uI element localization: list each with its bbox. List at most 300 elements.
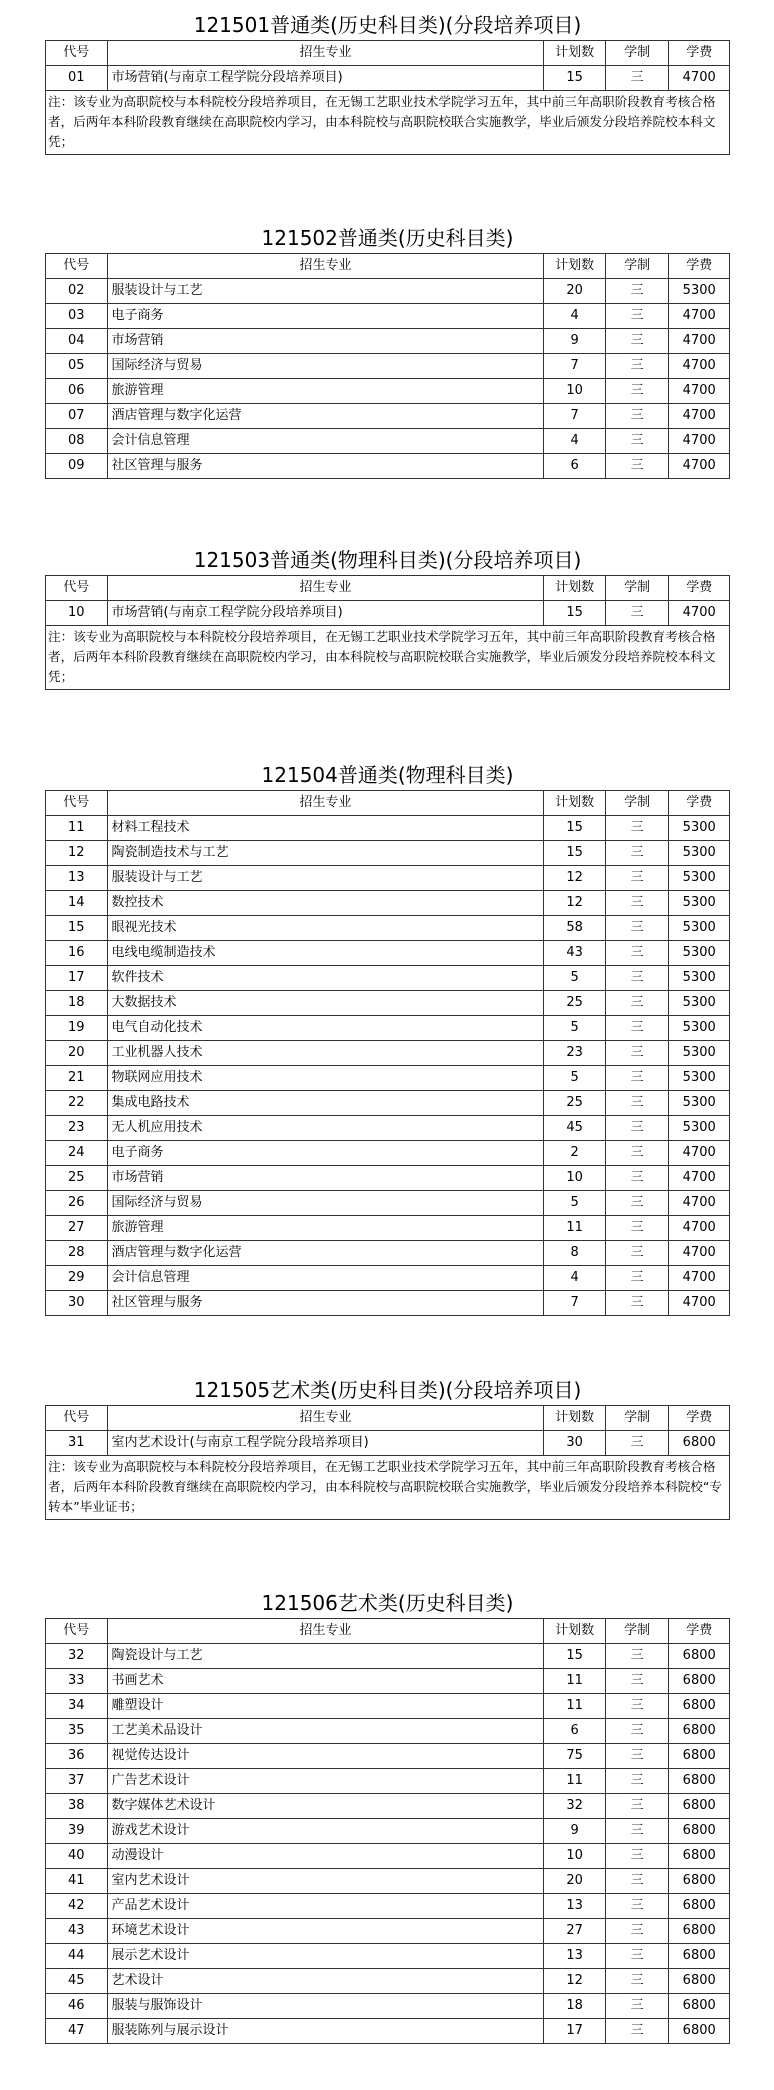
cell-fee: 5300 <box>669 1066 730 1091</box>
cell-plan: 6 <box>544 454 606 479</box>
cell-code: 22 <box>46 1091 108 1116</box>
cell-code: 45 <box>46 1969 108 1994</box>
cell-fee: 6800 <box>669 1894 730 1919</box>
table-header-row <box>46 791 730 816</box>
cell-fee: 4700 <box>669 304 730 329</box>
table-row <box>46 1944 730 1969</box>
cell-plan: 7 <box>544 404 606 429</box>
cell-plan: 12 <box>544 866 606 891</box>
cell-fee: 5300 <box>669 941 730 966</box>
cell-fee: 6800 <box>669 2019 730 2044</box>
cell-fee: 4700 <box>669 329 730 354</box>
cell-major: 电气自动化技术 <box>107 1016 544 1041</box>
header-code: 代号 <box>46 1619 108 1644</box>
cell-major: 艺术设计 <box>107 1969 544 1994</box>
cell-major: 雕塑设计 <box>107 1694 544 1719</box>
table-row <box>46 1431 730 1456</box>
table-row <box>46 1266 730 1291</box>
table-row <box>46 1869 730 1894</box>
table-row <box>46 1844 730 1869</box>
cell-plan: 4 <box>544 1266 606 1291</box>
cell-code: 20 <box>46 1041 108 1066</box>
cell-plan: 5 <box>544 1066 606 1091</box>
cell-system: 三 <box>605 1216 669 1241</box>
table-row <box>46 1291 730 1316</box>
cell-plan: 6 <box>544 1719 606 1744</box>
cell-code: 36 <box>46 1744 108 1769</box>
cell-plan: 15 <box>544 816 606 841</box>
cell-plan: 43 <box>544 941 606 966</box>
cell-fee: 4700 <box>669 1191 730 1216</box>
cell-code: 34 <box>46 1694 108 1719</box>
cell-code: 18 <box>46 991 108 1016</box>
cell-code: 33 <box>46 1669 108 1694</box>
cell-plan: 13 <box>544 1944 606 1969</box>
cell-plan: 25 <box>544 991 606 1016</box>
table-row <box>46 1694 730 1719</box>
cell-system: 三 <box>605 1066 669 1091</box>
cell-code: 07 <box>46 404 108 429</box>
cell-plan: 25 <box>544 1091 606 1116</box>
table-row <box>46 1744 730 1769</box>
table-row <box>46 1241 730 1266</box>
cell-plan: 5 <box>544 1016 606 1041</box>
section-121504 <box>45 760 730 1316</box>
section-title: 121502普通类(历史科目类) <box>261 226 514 250</box>
table-row <box>46 1216 730 1241</box>
cell-fee: 6800 <box>669 1844 730 1869</box>
note-row <box>46 91 730 155</box>
cell-plan: 9 <box>544 1819 606 1844</box>
cell-system: 三 <box>605 379 669 404</box>
section-title: 121505艺术类(历史科目类)(分段培养项目) <box>193 1378 582 1402</box>
header-code: 代号 <box>46 41 108 66</box>
cell-major: 工业机器人技术 <box>107 1041 544 1066</box>
table-row <box>46 66 730 91</box>
cell-system: 三 <box>605 1719 669 1744</box>
cell-fee: 6800 <box>669 1719 730 1744</box>
cell-major: 市场营销 <box>107 329 544 354</box>
cell-major: 旅游管理 <box>107 379 544 404</box>
cell-major: 服装设计与工艺 <box>107 279 544 304</box>
table-row <box>46 601 730 626</box>
cell-plan: 15 <box>544 1644 606 1669</box>
cell-major: 眼视光技术 <box>107 916 544 941</box>
table-row <box>46 941 730 966</box>
cell-code: 47 <box>46 2019 108 2044</box>
cell-plan: 45 <box>544 1116 606 1141</box>
cell-plan: 17 <box>544 2019 606 2044</box>
cell-system: 三 <box>605 1431 669 1456</box>
table-row <box>46 2019 730 2044</box>
cell-system: 三 <box>605 816 669 841</box>
table-row <box>46 1041 730 1066</box>
cell-system: 三 <box>605 916 669 941</box>
cell-system: 三 <box>605 454 669 479</box>
cell-major: 数字媒体艺术设计 <box>107 1794 544 1819</box>
cell-major: 社区管理与服务 <box>107 1291 544 1316</box>
cell-system: 三 <box>605 1744 669 1769</box>
table-row <box>46 841 730 866</box>
cell-major: 大数据技术 <box>107 991 544 1016</box>
cell-fee: 4700 <box>669 66 730 91</box>
table-row <box>46 1919 730 1944</box>
table-header-row <box>46 1619 730 1644</box>
cell-code: 02 <box>46 279 108 304</box>
cell-plan: 11 <box>544 1694 606 1719</box>
cell-fee: 4700 <box>669 404 730 429</box>
cell-major: 国际经济与贸易 <box>107 1191 544 1216</box>
cell-fee: 5300 <box>669 1091 730 1116</box>
table-header-row <box>46 254 730 279</box>
cell-fee: 4700 <box>669 454 730 479</box>
header-code: 代号 <box>46 1406 108 1431</box>
cell-major: 展示艺术设计 <box>107 1944 544 1969</box>
cell-major: 陶瓷设计与工艺 <box>107 1644 544 1669</box>
header-plan: 计划数 <box>544 1619 606 1644</box>
admission-table <box>45 40 730 155</box>
cell-fee: 4700 <box>669 1241 730 1266</box>
admission-table <box>45 253 730 479</box>
cell-system: 三 <box>605 1241 669 1266</box>
cell-plan: 18 <box>544 1994 606 2019</box>
cell-fee: 6800 <box>669 1431 730 1456</box>
table-row <box>46 1066 730 1091</box>
admission-table <box>45 575 730 690</box>
cell-fee: 5300 <box>669 1116 730 1141</box>
cell-major: 电子商务 <box>107 304 544 329</box>
header-system: 学制 <box>605 576 669 601</box>
cell-system: 三 <box>605 891 669 916</box>
cell-system: 三 <box>605 991 669 1016</box>
cell-major: 数控技术 <box>107 891 544 916</box>
table-row <box>46 304 730 329</box>
cell-plan: 32 <box>544 1794 606 1819</box>
cell-system: 三 <box>605 1769 669 1794</box>
cell-system: 三 <box>605 404 669 429</box>
cell-fee: 4700 <box>669 429 730 454</box>
table-header-row <box>46 576 730 601</box>
cell-fee: 6800 <box>669 1769 730 1794</box>
cell-system: 三 <box>605 1166 669 1191</box>
cell-fee: 4700 <box>669 601 730 626</box>
cell-plan: 15 <box>544 66 606 91</box>
header-plan: 计划数 <box>544 576 606 601</box>
section-121505 <box>45 1375 730 1520</box>
cell-system: 三 <box>605 1919 669 1944</box>
header-major: 招生专业 <box>107 1619 544 1644</box>
cell-plan: 11 <box>544 1669 606 1694</box>
cell-major: 市场营销(与南京工程学院分段培养项目) <box>107 601 544 626</box>
cell-code: 12 <box>46 841 108 866</box>
table-row <box>46 1794 730 1819</box>
cell-code: 27 <box>46 1216 108 1241</box>
header-system: 学制 <box>605 1619 669 1644</box>
cell-plan: 27 <box>544 1919 606 1944</box>
cell-major: 动漫设计 <box>107 1844 544 1869</box>
note-row <box>46 626 730 690</box>
cell-major: 电线电缆制造技术 <box>107 941 544 966</box>
cell-fee: 5300 <box>669 966 730 991</box>
cell-code: 26 <box>46 1191 108 1216</box>
cell-major: 广告艺术设计 <box>107 1769 544 1794</box>
cell-code: 05 <box>46 354 108 379</box>
cell-plan: 12 <box>544 1969 606 1994</box>
cell-fee: 6800 <box>669 1744 730 1769</box>
cell-fee: 6800 <box>669 1644 730 1669</box>
cell-fee: 4700 <box>669 354 730 379</box>
cell-code: 35 <box>46 1719 108 1744</box>
cell-system: 三 <box>605 1994 669 2019</box>
header-code: 代号 <box>46 576 108 601</box>
cell-fee: 5300 <box>669 1041 730 1066</box>
cell-major: 无人机应用技术 <box>107 1116 544 1141</box>
cell-major: 酒店管理与数字化运营 <box>107 1241 544 1266</box>
section-121506 <box>45 1588 730 2044</box>
cell-plan: 13 <box>544 1894 606 1919</box>
cell-major: 室内艺术设计(与南京工程学院分段培养项目) <box>107 1431 544 1456</box>
header-system: 学制 <box>605 254 669 279</box>
cell-major: 社区管理与服务 <box>107 454 544 479</box>
table-row <box>46 429 730 454</box>
cell-plan: 20 <box>544 279 606 304</box>
cell-system: 三 <box>605 1894 669 1919</box>
cell-plan: 10 <box>544 1844 606 1869</box>
header-code: 代号 <box>46 791 108 816</box>
cell-major: 游戏艺术设计 <box>107 1819 544 1844</box>
cell-code: 14 <box>46 891 108 916</box>
cell-fee: 6800 <box>669 1669 730 1694</box>
table-row <box>46 1969 730 1994</box>
cell-fee: 5300 <box>669 991 730 1016</box>
cell-system: 三 <box>605 66 669 91</box>
cell-code: 31 <box>46 1431 108 1456</box>
table-row <box>46 1719 730 1744</box>
cell-fee: 4700 <box>669 379 730 404</box>
table-row <box>46 404 730 429</box>
cell-fee: 5300 <box>669 841 730 866</box>
cell-code: 30 <box>46 1291 108 1316</box>
cell-system: 三 <box>605 841 669 866</box>
header-fee: 学费 <box>669 791 730 816</box>
cell-plan: 7 <box>544 354 606 379</box>
table-row <box>46 966 730 991</box>
table-row <box>46 1191 730 1216</box>
section-121501 <box>45 10 730 155</box>
section-title: 121504普通类(物理科目类) <box>261 763 514 787</box>
table-header-row <box>46 41 730 66</box>
table-row <box>46 1166 730 1191</box>
cell-system: 三 <box>605 354 669 379</box>
cell-system: 三 <box>605 941 669 966</box>
header-major: 招生专业 <box>107 791 544 816</box>
cell-code: 06 <box>46 379 108 404</box>
cell-code: 39 <box>46 1819 108 1844</box>
table-row <box>46 866 730 891</box>
table-row <box>46 329 730 354</box>
cell-plan: 15 <box>544 841 606 866</box>
table-row <box>46 1016 730 1041</box>
cell-major: 国际经济与贸易 <box>107 354 544 379</box>
cell-system: 三 <box>605 1091 669 1116</box>
cell-code: 08 <box>46 429 108 454</box>
cell-fee: 6800 <box>669 1819 730 1844</box>
cell-plan: 12 <box>544 891 606 916</box>
cell-plan: 4 <box>544 429 606 454</box>
cell-fee: 5300 <box>669 1016 730 1041</box>
cell-system: 三 <box>605 2019 669 2044</box>
cell-system: 三 <box>605 1794 669 1819</box>
header-major: 招生专业 <box>107 41 544 66</box>
cell-major: 服装与服饰设计 <box>107 1994 544 2019</box>
table-row <box>46 1769 730 1794</box>
cell-code: 32 <box>46 1644 108 1669</box>
section-title: 121501普通类(历史科目类)(分段培养项目) <box>193 13 582 37</box>
cell-fee: 6800 <box>669 1969 730 1994</box>
cell-fee: 4700 <box>669 1166 730 1191</box>
cell-code: 29 <box>46 1266 108 1291</box>
cell-code: 04 <box>46 329 108 354</box>
cell-fee: 4700 <box>669 1216 730 1241</box>
cell-plan: 15 <box>544 601 606 626</box>
header-fee: 学费 <box>669 254 730 279</box>
cell-code: 19 <box>46 1016 108 1041</box>
cell-system: 三 <box>605 1694 669 1719</box>
header-plan: 计划数 <box>544 791 606 816</box>
cell-system: 三 <box>605 1944 669 1969</box>
cell-system: 三 <box>605 1844 669 1869</box>
cell-code: 37 <box>46 1769 108 1794</box>
cell-code: 09 <box>46 454 108 479</box>
cell-system: 三 <box>605 1291 669 1316</box>
cell-fee: 5300 <box>669 891 730 916</box>
table-row <box>46 1091 730 1116</box>
cell-major: 产品艺术设计 <box>107 1894 544 1919</box>
table-row <box>46 916 730 941</box>
cell-system: 三 <box>605 1116 669 1141</box>
admission-table <box>45 1405 730 1520</box>
cell-plan: 23 <box>544 1041 606 1066</box>
cell-plan: 8 <box>544 1241 606 1266</box>
table-row <box>46 991 730 1016</box>
cell-code: 10 <box>46 601 108 626</box>
cell-plan: 10 <box>544 1166 606 1191</box>
table-row <box>46 891 730 916</box>
cell-system: 三 <box>605 1644 669 1669</box>
cell-plan: 20 <box>544 1869 606 1894</box>
cell-fee: 5300 <box>669 916 730 941</box>
cell-code: 38 <box>46 1794 108 1819</box>
table-row <box>46 816 730 841</box>
admission-table <box>45 1618 730 2044</box>
table-row <box>46 454 730 479</box>
cell-code: 24 <box>46 1141 108 1166</box>
section-title: 121503普通类(物理科目类)(分段培养项目) <box>193 548 582 572</box>
header-code: 代号 <box>46 254 108 279</box>
cell-code: 01 <box>46 66 108 91</box>
cell-major: 视觉传达设计 <box>107 1744 544 1769</box>
cell-system: 三 <box>605 966 669 991</box>
cell-major: 书画艺术 <box>107 1669 544 1694</box>
header-fee: 学费 <box>669 576 730 601</box>
cell-system: 三 <box>605 1041 669 1066</box>
cell-code: 46 <box>46 1994 108 2019</box>
cell-major: 物联网应用技术 <box>107 1066 544 1091</box>
cell-code: 21 <box>46 1066 108 1091</box>
cell-plan: 2 <box>544 1141 606 1166</box>
cell-code: 03 <box>46 304 108 329</box>
cell-plan: 5 <box>544 1191 606 1216</box>
cell-code: 40 <box>46 1844 108 1869</box>
cell-major: 市场营销(与南京工程学院分段培养项目) <box>107 66 544 91</box>
cell-code: 17 <box>46 966 108 991</box>
cell-major: 陶瓷制造技术与工艺 <box>107 841 544 866</box>
header-system: 学制 <box>605 41 669 66</box>
table-row <box>46 1994 730 2019</box>
cell-system: 三 <box>605 279 669 304</box>
cell-system: 三 <box>605 1016 669 1041</box>
cell-fee: 5300 <box>669 816 730 841</box>
cell-major: 软件技术 <box>107 966 544 991</box>
cell-major: 室内艺术设计 <box>107 1869 544 1894</box>
section-note: 注：该专业为高职院校与本科院校分段培养项目，在无锡工艺职业技术学院学习五年，其中前三年高职阶段教育考核合格者，后两年本科阶段教育继续在高职院校内学习，由本科院校与高职院校联合实施教学，毕业后颁发分段培养院校本科文凭； <box>46 91 730 155</box>
cell-system: 三 <box>605 1141 669 1166</box>
cell-major: 酒店管理与数字化运营 <box>107 404 544 429</box>
header-plan: 计划数 <box>544 41 606 66</box>
cell-plan: 11 <box>544 1769 606 1794</box>
header-fee: 学费 <box>669 1406 730 1431</box>
table-row <box>46 1116 730 1141</box>
header-major: 招生专业 <box>107 576 544 601</box>
cell-system: 三 <box>605 304 669 329</box>
cell-major: 电子商务 <box>107 1141 544 1166</box>
cell-fee: 4700 <box>669 1266 730 1291</box>
cell-code: 44 <box>46 1944 108 1969</box>
table-row <box>46 354 730 379</box>
section-121503 <box>45 545 730 690</box>
cell-major: 会计信息管理 <box>107 1266 544 1291</box>
cell-fee: 5300 <box>669 279 730 304</box>
section-121502 <box>45 223 730 479</box>
note-row <box>46 1456 730 1520</box>
cell-system: 三 <box>605 601 669 626</box>
cell-major: 旅游管理 <box>107 1216 544 1241</box>
cell-fee: 6800 <box>669 1919 730 1944</box>
cell-code: 16 <box>46 941 108 966</box>
cell-code: 11 <box>46 816 108 841</box>
cell-fee: 5300 <box>669 866 730 891</box>
section-title: 121506艺术类(历史科目类) <box>261 1591 514 1615</box>
cell-system: 三 <box>605 1191 669 1216</box>
cell-fee: 4700 <box>669 1291 730 1316</box>
cell-plan: 30 <box>544 1431 606 1456</box>
header-system: 学制 <box>605 1406 669 1431</box>
cell-major: 服装设计与工艺 <box>107 866 544 891</box>
cell-major: 材料工程技术 <box>107 816 544 841</box>
cell-plan: 5 <box>544 966 606 991</box>
cell-plan: 58 <box>544 916 606 941</box>
cell-system: 三 <box>605 1869 669 1894</box>
cell-system: 三 <box>605 1969 669 1994</box>
cell-major: 工艺美术品设计 <box>107 1719 544 1744</box>
cell-system: 三 <box>605 1669 669 1694</box>
cell-major: 环境艺术设计 <box>107 1919 544 1944</box>
cell-system: 三 <box>605 429 669 454</box>
header-major: 招生专业 <box>107 1406 544 1431</box>
cell-code: 28 <box>46 1241 108 1266</box>
cell-fee: 6800 <box>669 1994 730 2019</box>
header-plan: 计划数 <box>544 254 606 279</box>
